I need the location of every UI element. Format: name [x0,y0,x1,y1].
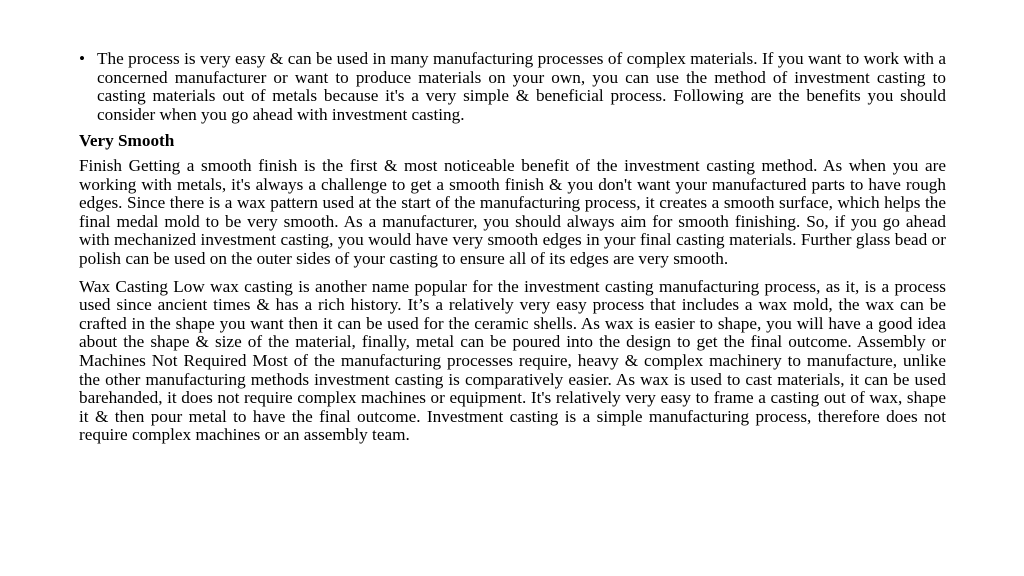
bullet-text: The process is very easy & can be used in many manufacturing processes of complex materials. If you want to work with a concerned manufacturer or want to produce materials on your own, you can use the method of investment casting to casting materials out of metals because it's a very simple & beneficial process. Following are the benefits you should consider when you go ahead with investment casting. [97,49,946,124]
section-heading: Very Smooth [79,131,175,151]
document-page [79,50,946,454]
bullet-list-item [79,50,946,124]
paragraph-smooth-finish: Finish Getting a smooth finish is the first & most noticeable benefit of the investment casting method. As when you are working with metals, it's always a challenge to get a smooth finish & you don't want your manufactured parts to have rough edges. Since there is a wax pattern used at the start of the manufacturing process, it creates a smooth surface, which helps the final medal mold to be very smooth. As a manufacturer, you should always aim for smooth finishing. So, if you go ahead with mechanized investment casting, you would have very smooth edges in your final casting materials. Further glass bead or polish can be used on the outer sides of your casting to ensure all of its edges are very smooth. [79,155,946,268]
paragraph-wax-casting: Wax Casting Low wax casting is another name popular for the investment casting manufacturing process, as it, is a process used since ancient times & has a rich history. It’s a relatively very easy process that includes a wax mold, the wax can be crafted in the shape you want then it can be used for the ceramic shells. As wax is easier to shape, you will have a good idea about the shape & size of the material, finally, metal can be poured into the design to get the final outcome. Assembly or Machines Not Required Most of the manufacturing processes require, heavy & complex machinery to manufacture, unlike the other manufacturing methods investment casting is comparatively easier. As wax is used to cast materials, it can be used barehanded, it does not require complex machines or equipment. It's relatively very easy to frame a casting out of wax, shape it & then pour metal to have the final outcome. Investment casting is a simple manufacturing process, therefore does not require complex machines or an assembly team. [79,276,946,445]
bullet-marker: • [79,49,86,68]
